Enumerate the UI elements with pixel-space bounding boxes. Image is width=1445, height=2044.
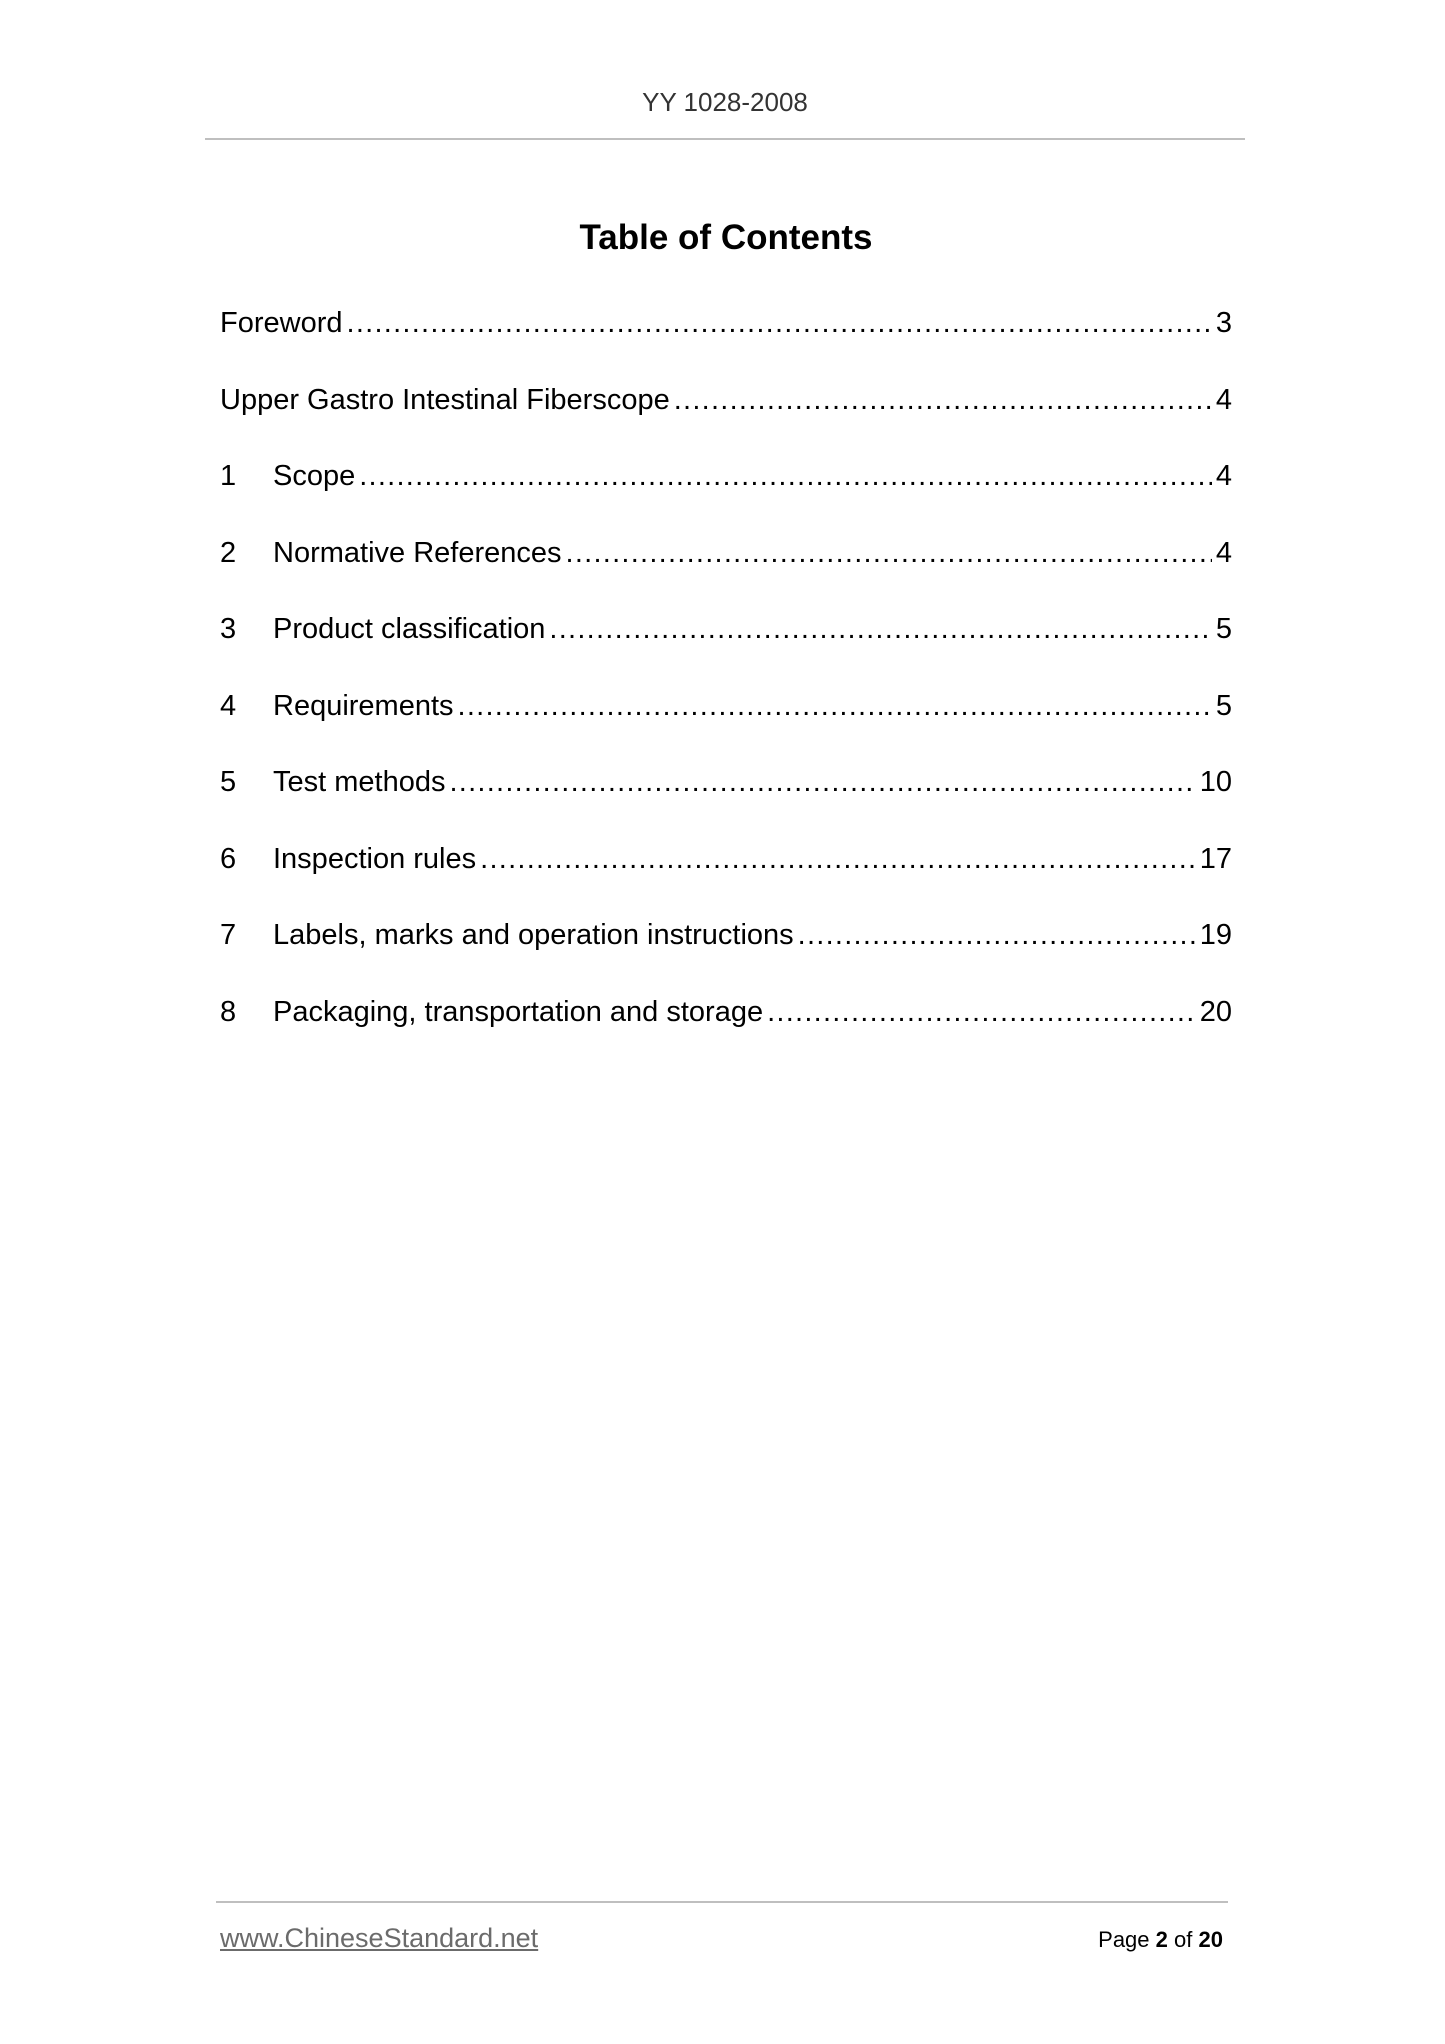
toc-entry-scope[interactable] <box>220 456 1232 533</box>
toc-entry-text: Test methods <box>273 766 446 798</box>
toc-entry-number: 5 <box>220 766 237 798</box>
toc-entry-page: 4 <box>1215 383 1232 416</box>
page-of-label: of <box>1174 1927 1193 1952</box>
page-title: Table of Contents <box>579 218 873 257</box>
toc-entry-product-classification[interactable] <box>220 609 1232 686</box>
toc-entry-page: 3 <box>1215 307 1232 339</box>
toc-entry-normative-references[interactable] <box>220 533 1232 610</box>
toc-leader-dots <box>458 686 1212 726</box>
toc-entry-number: 4 <box>220 689 237 722</box>
toc-entry-text: Upper Gastro Intestinal Fiberscope <box>220 383 670 416</box>
toc-entry-page: 4 <box>1215 460 1232 492</box>
toc-entry-text: Packaging, transportation and storage <box>273 995 764 1028</box>
header-divider <box>205 138 1245 140</box>
toc-entry-number: 1 <box>220 460 237 492</box>
toc-leader-dots <box>674 380 1212 420</box>
toc-entry-page: 17 <box>1199 842 1232 875</box>
toc-entry-text: Normative References <box>273 536 562 569</box>
toc-leader-dots <box>359 456 1212 496</box>
toc-entry-text: Inspection rules <box>273 842 477 875</box>
toc-list <box>220 303 1232 1068</box>
toc-entry-labels-marks-instructions[interactable] <box>220 915 1232 992</box>
toc-entry-text: Foreword <box>220 307 343 339</box>
toc-entry-page: 19 <box>1199 919 1232 951</box>
toc-entry-foreword[interactable] <box>220 303 1232 380</box>
toc-entry-text: Labels, marks and operation instructions <box>273 919 794 951</box>
page-current: 2 <box>1155 1927 1168 1952</box>
toc-entry-text: Scope <box>273 460 356 492</box>
toc-entry-number: 7 <box>220 919 237 951</box>
website-link[interactable]: www.ChineseStandard.net <box>220 1923 539 1953</box>
toc-leader-dots <box>767 992 1196 1032</box>
toc-entry-number: 8 <box>220 995 237 1028</box>
toc-entry-text: Product classification <box>273 613 546 645</box>
page-indicator <box>1098 1926 1223 1954</box>
toc-entry-requirements[interactable] <box>220 686 1232 763</box>
document-id-header: YY 1028-2008 <box>642 87 808 117</box>
page-label: Page <box>1098 1927 1150 1952</box>
toc-entry-number: 2 <box>220 536 237 569</box>
toc-entry-page: 4 <box>1215 536 1232 569</box>
toc-leader-dots <box>566 533 1212 573</box>
toc-entry-page: 10 <box>1199 766 1232 798</box>
toc-entry-page: 5 <box>1215 613 1232 645</box>
toc-entry-test-methods[interactable] <box>220 762 1232 839</box>
toc-leader-dots <box>449 762 1195 802</box>
toc-entry-text: Requirements <box>273 689 454 722</box>
toc-entry-inspection-rules[interactable] <box>220 839 1232 916</box>
page-total: 20 <box>1198 1927 1223 1952</box>
footer-divider <box>216 1901 1228 1903</box>
toc-entry-packaging-transportation-storage[interactable] <box>220 992 1232 1069</box>
toc-entry-page: 5 <box>1215 689 1232 722</box>
toc-leader-dots <box>480 839 1196 879</box>
toc-entry-page: 20 <box>1199 995 1232 1028</box>
toc-leader-dots <box>798 915 1196 955</box>
toc-entry-upper-gastro-intestinal-fiberscope[interactable] <box>220 380 1232 457</box>
toc-leader-dots <box>347 303 1212 343</box>
toc-leader-dots <box>549 609 1211 649</box>
toc-entry-number: 3 <box>220 613 237 645</box>
toc-entry-number: 6 <box>220 842 237 875</box>
